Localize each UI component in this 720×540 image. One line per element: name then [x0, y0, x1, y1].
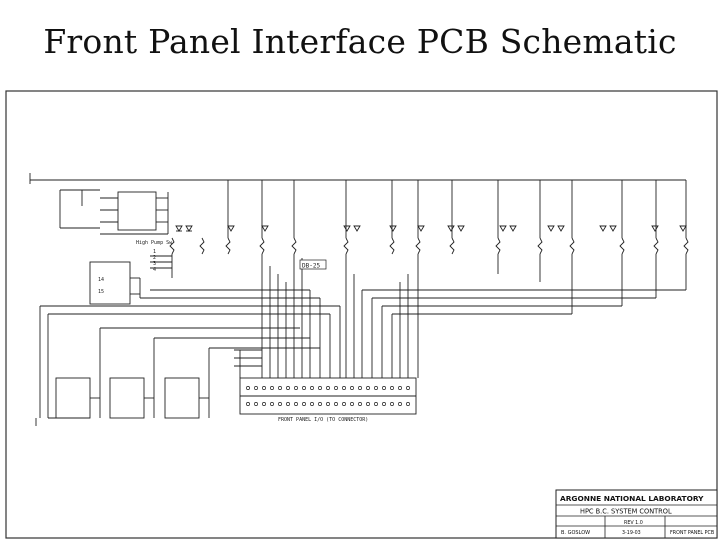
title-block-project: HPC B.C. SYSTEM CONTROL [580, 507, 672, 516]
title-block-revision: REV 1.0 [624, 521, 643, 526]
left-pin-2: 2 [153, 255, 157, 261]
schematic-wiring [30, 173, 688, 426]
left-pin-4: 4 [153, 267, 157, 273]
title-block-drawn-by: B. GOSLOW [561, 530, 591, 536]
left-pin-1: 1 [153, 249, 157, 255]
slide-title: Front Panel Interface PCB Schematic [43, 22, 677, 61]
title-block [556, 490, 717, 538]
connector-label: FRONT PANEL I/O (TO CONNECTOR) [278, 417, 369, 423]
title-block-organization: ARGONNE NATIONAL LABORATORY [560, 494, 704, 503]
pump-label: High Pump Sw [136, 240, 173, 246]
net-label: DB-25 [302, 262, 321, 270]
left-pin-14: 14 [98, 277, 105, 283]
schematic-sheet [0, 88, 720, 540]
left-pin-3: 3 [153, 261, 157, 267]
title-block-date: 3-19-03 [622, 531, 641, 536]
title-block-sheet-title: FRONT PANEL PCB [670, 531, 715, 536]
left-pin-15: 15 [98, 289, 105, 295]
sheet-border [6, 91, 717, 538]
